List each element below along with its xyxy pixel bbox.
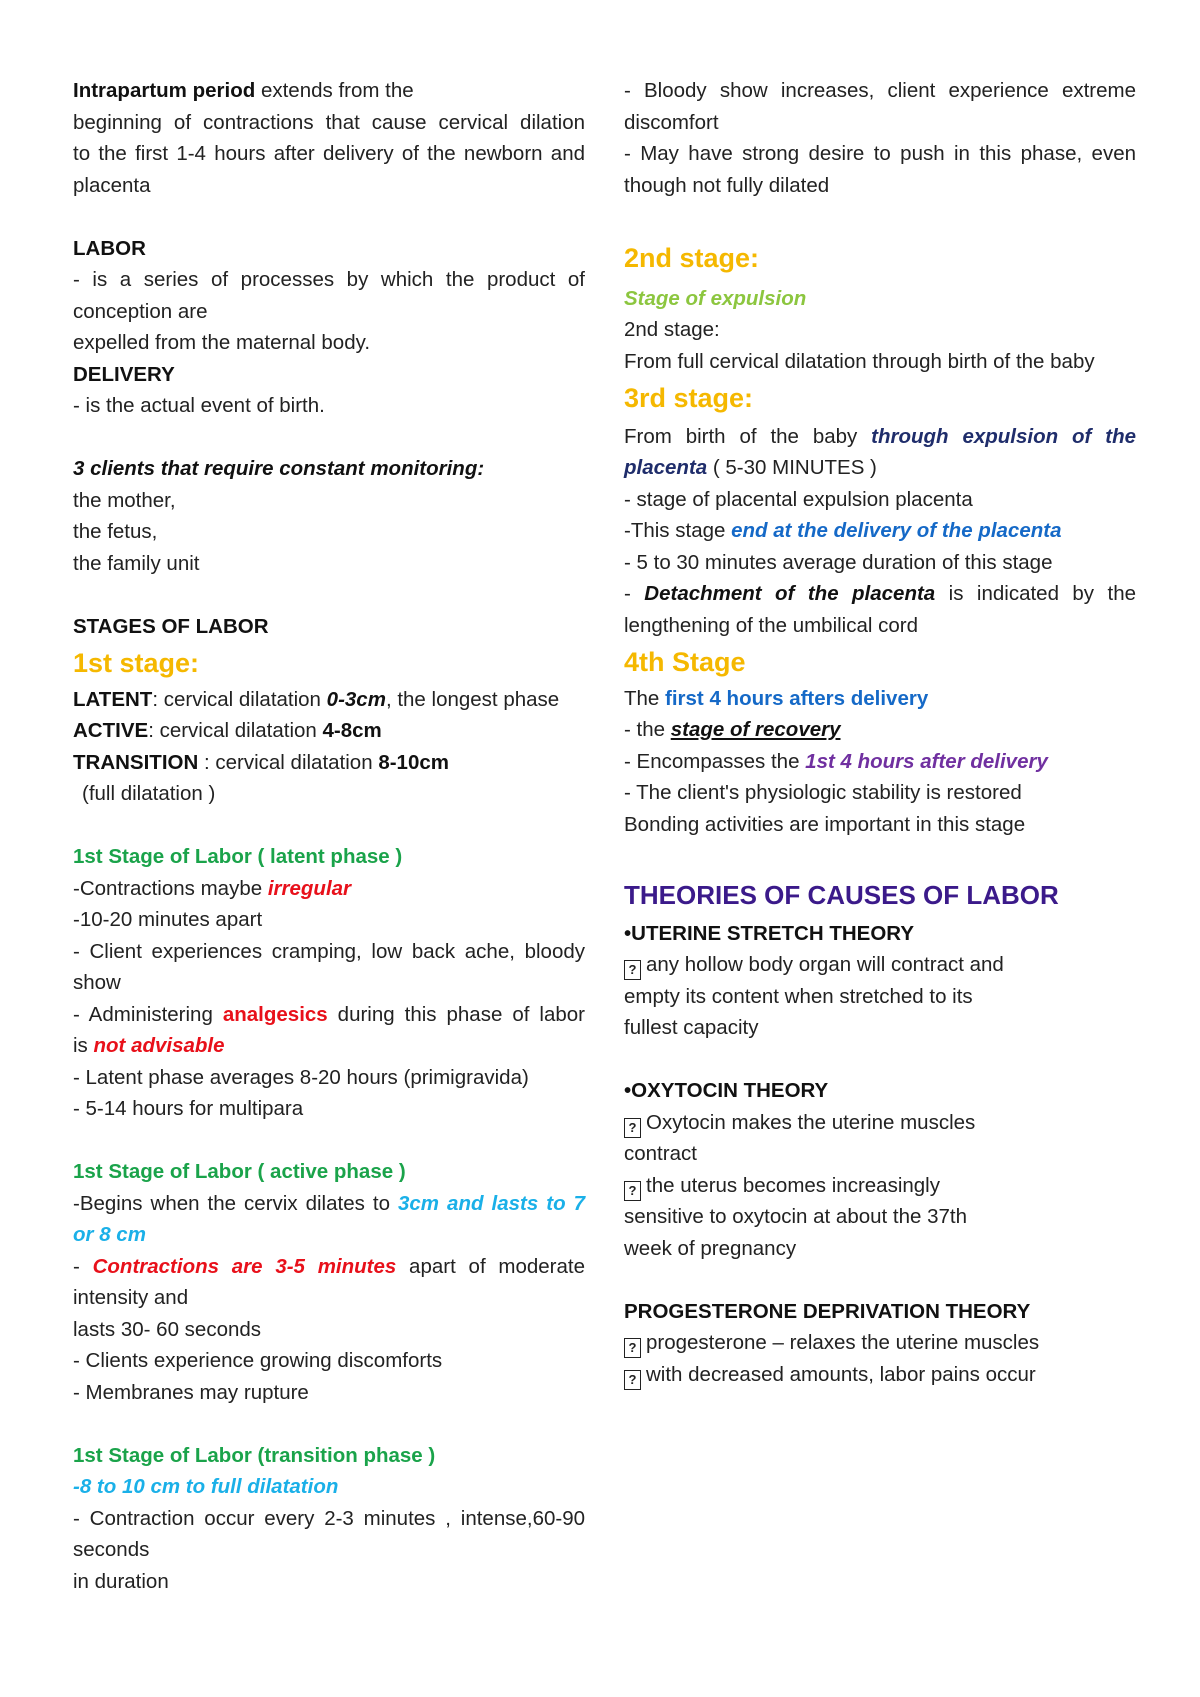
end-delivery-emphasis: end at the delivery of the placenta — [731, 519, 1062, 542]
missing-glyph-icon: ? — [624, 1118, 641, 1138]
theory1-heading: •UTERINE STRETCH THEORY — [624, 921, 915, 945]
stage2-line-1: 2nd stage: — [624, 318, 720, 341]
s3-line-2 — [624, 452, 1136, 484]
intro-line-3: to the first 1-4 hours after delivery of the newborn and — [73, 142, 585, 165]
left-column — [73, 75, 585, 1597]
detachment-emphasis: Detachment of the placenta — [644, 582, 936, 605]
lp-line-5 — [73, 999, 585, 1031]
latent-label: LATENT — [73, 687, 153, 711]
s4-text: The — [624, 686, 666, 710]
lp-line-8: - 5-14 hours for multipara — [73, 1097, 304, 1120]
latent-text: : cervical dilatation — [152, 687, 327, 711]
labor-heading: LABOR — [73, 236, 146, 260]
stages-heading: STAGES OF LABOR — [73, 614, 269, 638]
s3-line-7: lengthening of the umbilical cord — [624, 613, 919, 637]
r-line-1: - Bloody show increases, client experience extreme — [624, 79, 1136, 102]
t1-text: any hollow body organ will contract and — [646, 953, 1004, 976]
s3-text: From birth of the baby — [624, 424, 872, 448]
full-dilatation: (full dilatation ) — [82, 782, 216, 805]
missing-glyph-icon: ? — [624, 1181, 641, 1201]
contractions-emphasis: Contractions are 3-5 minutes — [92, 1254, 397, 1278]
t2-line-2: contract — [624, 1142, 697, 1165]
ap-line-5: lasts 30- 60 seconds — [73, 1317, 262, 1341]
latent-phase-heading: 1st Stage of Labor ( latent phase ) — [73, 845, 403, 868]
t2-text: Oxytocin makes the uterine muscles — [646, 1110, 976, 1134]
s3-line-4 — [624, 515, 1136, 547]
ap-line-7: - Membranes may rupture — [73, 1380, 309, 1404]
lp-text: -Contractions maybe — [73, 876, 268, 900]
ap-text-post: apart of moderate — [396, 1254, 585, 1278]
client-item: the family unit — [73, 551, 200, 575]
t3-text: with decreased amounts, labor pains occur — [646, 1362, 1036, 1386]
labor-line-3: expelled from the maternal body. — [73, 331, 371, 354]
transition-label: TRANSITION — [73, 750, 199, 774]
ap-line-1 — [73, 1188, 585, 1220]
transition-line — [73, 747, 585, 779]
s4-line-1 — [624, 683, 1136, 715]
lp-line-1 — [73, 873, 585, 905]
lp-text-post: during this phase of labor — [327, 1002, 585, 1026]
s4-line-2 — [624, 714, 1136, 746]
r-line-4: though not fully dilated — [624, 173, 830, 197]
s3-line-3: - stage of placental expulsion placenta — [624, 487, 973, 511]
stage1-heading: 1st stage: — [73, 648, 200, 678]
t2-text: the uterus becomes increasingly — [646, 1173, 940, 1197]
t3-line-1 — [624, 1327, 1136, 1359]
active-value: 4-8cm — [322, 719, 382, 742]
s3-text: - — [624, 582, 645, 605]
active-line — [73, 715, 585, 747]
ap-line-2: or 8 cm — [73, 1223, 146, 1246]
not-advisable-emphasis: not advisable — [93, 1034, 225, 1057]
theories-heading: THEORIES OF CAUSES OF LABOR — [624, 880, 1059, 910]
s4-text: - the — [624, 718, 671, 741]
theory3-heading: PROGESTERONE DEPRIVATION THEORY — [624, 1299, 1031, 1323]
labor-line-2: conception are — [73, 299, 208, 323]
intrapartum-term: Intrapartum period — [73, 79, 256, 102]
latent-line — [73, 684, 585, 716]
missing-glyph-icon: ? — [624, 1370, 641, 1390]
client-item: the fetus, — [73, 520, 158, 543]
right-column — [624, 75, 1136, 1390]
missing-glyph-icon: ? — [624, 1338, 641, 1358]
tp-line-1: -8 to 10 cm to full dilatation — [73, 1475, 339, 1498]
s3-line-5: - 5 to 30 minutes average duration of this stage — [624, 550, 1053, 574]
t2-line-5: week of pregnancy — [624, 1236, 797, 1260]
t2-line-1 — [624, 1107, 1136, 1139]
s3-text-post: is indicated by the — [935, 582, 1136, 605]
t3-text: progesterone – relaxes the uterine muscles — [646, 1331, 1040, 1354]
s3-line-1 — [624, 421, 1136, 453]
active-phase-heading: 1st Stage of Labor ( active phase ) — [73, 1160, 406, 1183]
transition-text: : cervical dilatation — [198, 750, 379, 774]
intro-line-2: beginning of contractions that cause cervical dilation — [73, 110, 585, 134]
stage2-heading: 2nd stage: — [624, 243, 760, 273]
theory2-heading: •OXYTOCIN THEORY — [624, 1079, 829, 1102]
s3-line-6 — [624, 578, 1136, 610]
active-text: : cervical dilatation — [148, 719, 323, 742]
transition-value: 8-10cm — [378, 750, 449, 774]
ap-line-6: - Clients experience growing discomforts — [73, 1349, 443, 1372]
lp-line-3: - Client experiences cramping, low back ache, bloody — [73, 939, 585, 963]
lp-text: is — [73, 1034, 94, 1057]
client-item: the mother, — [73, 488, 176, 512]
stage3-heading: 3rd stage: — [624, 383, 754, 413]
lp-line-7: - Latent phase averages 8-20 hours (primigravida) — [73, 1065, 529, 1089]
tp-line-3: seconds — [73, 1538, 150, 1561]
irregular-emphasis: irregular — [267, 876, 352, 900]
active-label: ACTIVE — [73, 719, 149, 742]
latent-value: 0-3cm — [326, 687, 386, 711]
analgesics-emphasis: analgesics — [222, 1002, 328, 1026]
s4-line-3 — [624, 746, 1136, 778]
ap-text: -Begins when the cervix dilates to — [73, 1191, 398, 1215]
r-line-3: - May have strong desire to push in this phase, even — [624, 142, 1136, 165]
lp-line-6 — [73, 1030, 585, 1062]
stage2-line-2: From full cervical dilatation through birth of the baby — [624, 349, 1095, 373]
missing-glyph-icon: ? — [624, 960, 641, 980]
r-line-2: discomfort — [624, 110, 719, 134]
stage2-subtitle: Stage of expulsion — [624, 286, 807, 310]
lp-text: - Administering — [73, 1002, 223, 1026]
s4-line-4: - The client's physiologic stability is restored — [624, 781, 1022, 804]
recovery-emphasis: stage of recovery — [670, 718, 841, 741]
s3-text-post: ( 5-30 MINUTES ) — [707, 456, 877, 479]
first-hours-emphasis: first 4 hours afters delivery — [665, 686, 929, 710]
labor-line-1: - is a series of processes by which the product of — [73, 268, 585, 291]
ap-line-4: intensity and — [73, 1286, 189, 1309]
clients-heading: 3 clients that require constant monitoring: — [73, 457, 485, 480]
t2-line-4: sensitive to oxytocin at about the 37th — [624, 1205, 968, 1228]
expulsion-emphasis: through expulsion of the — [871, 424, 1136, 448]
after-delivery-emphasis: 1st 4 hours after delivery — [805, 749, 1048, 773]
intro-line-1 — [73, 75, 585, 107]
latent-text-post: , the longest phase — [385, 687, 560, 711]
t2-line-3 — [624, 1170, 1136, 1202]
delivery-heading: DELIVERY — [73, 362, 175, 386]
ap-line-3 — [73, 1251, 585, 1283]
lp-line-2: -10-20 minutes apart — [73, 908, 263, 931]
intro-text: extends from the — [255, 79, 414, 102]
tp-line-4: in duration — [73, 1569, 169, 1593]
intro-line-4: placenta — [73, 173, 151, 197]
t1-line-3: fullest capacity — [624, 1016, 759, 1039]
stage4-heading: 4th Stage — [624, 647, 746, 677]
transition-phase-heading: 1st Stage of Labor (transition phase ) — [73, 1443, 436, 1467]
lp-line-4: show — [73, 971, 121, 994]
delivery-line-1: - is the actual event of birth. — [73, 394, 325, 417]
ap-text: - — [73, 1254, 93, 1278]
s4-text: - Encompasses the — [624, 749, 806, 773]
s3-text: -This stage — [624, 519, 732, 542]
t1-line-2: empty its content when stretched to its — [624, 984, 973, 1008]
tp-line-2: - Contraction occur every 2-3 minutes , intense,60-90 — [73, 1506, 585, 1530]
s4-line-5: Bonding activities are important in this stage — [624, 812, 1026, 836]
cm-emphasis: 3cm and lasts to 7 — [398, 1191, 586, 1215]
t1-line-1 — [624, 949, 1136, 981]
placenta-emphasis: placenta — [624, 456, 708, 479]
t3-line-2 — [624, 1359, 1136, 1391]
